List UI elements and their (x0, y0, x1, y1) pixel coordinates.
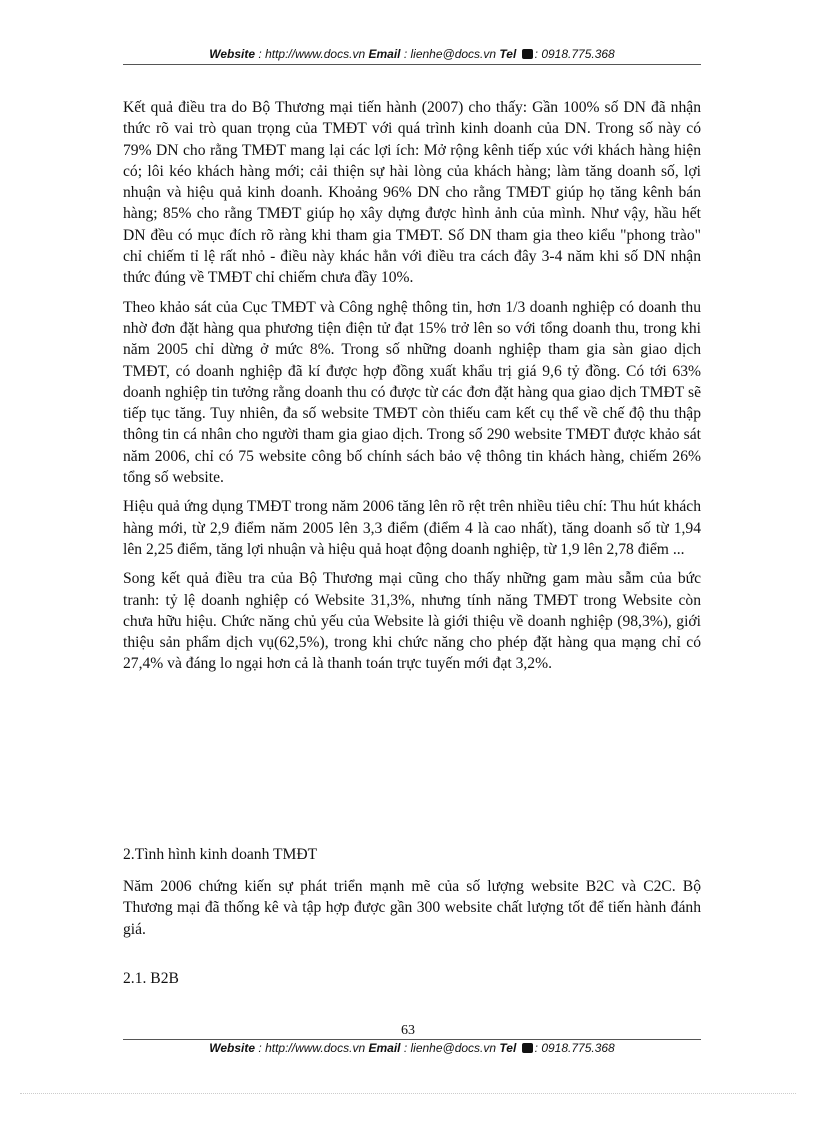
footer-tel-label: Tel (499, 1041, 517, 1055)
footer-email-label: Email (368, 1041, 401, 1055)
footer-email-link[interactable]: : lienhe@docs.vn (403, 1041, 497, 1055)
page-bottom-divider (20, 1093, 796, 1094)
header-rule (123, 64, 701, 65)
page-header (123, 47, 701, 61)
paragraph-2: Theo khảo sát của Cục TMĐT và Công nghệ thông tin, hơn 1/3 doanh nghiệp có doanh thu nhờ đơn đặt hàng qua phương tiện điện tử đạt 15% trở lên so với tổng doanh thu, trong khi năm 2005 chỉ dừng ở mức 8%. Trong số những doanh nghiệp tham gia sàn giao dịch TMĐT, có doanh nghiệp đã kí được hợp đồng xuất khẩu trị giá 9,6 tỷ đồng. Có tới 63% doanh nghiệp tin tưởng rằng doanh thu có được từ các đơn đặt hàng qua giao dịch TMĐT sẽ tiếp tục tăng. Tuy nhiên, đa số website TMĐT còn thiếu cam kết cụ thể về chế độ thu thập thông tin cá nhân cho người tham gia giao dịch. Trong số 290 website TMĐT được khảo sát năm 2006, chỉ có 75 website công bố chính sách bảo vệ thông tin khách hàng, chiếm 26% tổng số website. (123, 298, 701, 487)
footer-rule (123, 1039, 701, 1040)
paragraph-3: Hiệu quả ứng dụng TMĐT trong năm 2006 tăng lên rõ rệt trên nhiều tiêu chí: Thu hút khách hàng mới, từ 2,9 điểm năm 2005 lên 3,3 điểm (điểm 4 là cao nhất), tăng doanh số từ 1,94 lên 2,25 điểm, tăng lợi nhuận và hiệu quả hoạt động doanh nghiệp, từ 1,9 lên 2,78 điểm ... (123, 498, 701, 558)
footer-website-label: Website (209, 1041, 256, 1055)
footer-tel-value: : 0918.775.368 (534, 1041, 615, 1055)
header-website-label: Website (209, 47, 256, 61)
section-body (123, 876, 701, 948)
header-email-label: Email (368, 47, 401, 61)
section-heading: 2.Tình hình kinh doanh TMĐT (123, 846, 318, 863)
phone-icon (522, 49, 533, 59)
header-email-link[interactable]: : lienhe@docs.vn (403, 47, 497, 61)
paragraph-4: Song kết quả điều tra của Bộ Thương mại cũng cho thấy những gam màu sẫm của bức tranh: tỷ lệ doanh nghiệp có Website 31,3%, nhưng tính năng TMĐT trong Website còn chưa hữu hiệu. Chức năng chủ yếu của Website là giới thiệu về doanh nghiệp (98,3%), giới thiệu sản phẩm dịch vụ(62,5%), trong khi chức năng cho phép đặt hàng qua mạng chỉ có 27,4% và đáng lo ngại hơn cả là thanh toán trực tuyến mới đạt 3,2%. (123, 570, 701, 673)
page-number: 63 (401, 1023, 415, 1038)
page-footer (123, 1041, 701, 1055)
section-paragraph: Năm 2006 chứng kiến sự phát triển mạnh mẽ của số lượng website B2C và C2C. Bộ Thương mại đã thống kê và tập hợp được gần 300 website chất lượng tốt để tiến hành đánh giá. (123, 878, 701, 938)
subsection-heading: 2.1. B2B (123, 970, 179, 987)
phone-icon (522, 1043, 533, 1053)
header-tel-value: : 0918.775.368 (534, 47, 615, 61)
header-website-link[interactable]: : http://www.docs.vn (258, 47, 366, 61)
paragraph-1: Kết quả điều tra do Bộ Thương mại tiến hành (2007) cho thấy: Gần 100% số DN đã nhận thức rõ vai trò quan trọng của TMĐT với quá trình kinh doanh của DN. Trong số này có 79% DN cho rằng TMĐT mang lại các lợi ích: Mở rộng kênh tiếp xúc với khách hàng hiện có; lôi kéo khách hàng mới; cải thiện sự hài lòng của khách hàng; làm tăng doanh số, lợi nhuận và hiệu quả kinh doanh. Khoảng 96% DN cho rằng TMĐT giúp họ tăng kênh bán hàng; 85% cho rằng TMĐT giúp họ xây dựng được hình ảnh của mình. Như vậy, hầu hết DN đều có mục đích rõ ràng khi tham gia TMĐT. Số DN tham gia theo kiểu "phong trào" chỉ chiếm tỉ lệ rất nhỏ - điều này khác hẳn với điều tra cách đây 3-4 năm khi số DN nhận thức đúng về TMĐT chỉ chiếm chưa đầy 10%. (123, 99, 701, 287)
footer-website-link[interactable]: : http://www.docs.vn (258, 1041, 366, 1055)
document-body (123, 97, 701, 683)
header-tel-label: Tel (499, 47, 517, 61)
